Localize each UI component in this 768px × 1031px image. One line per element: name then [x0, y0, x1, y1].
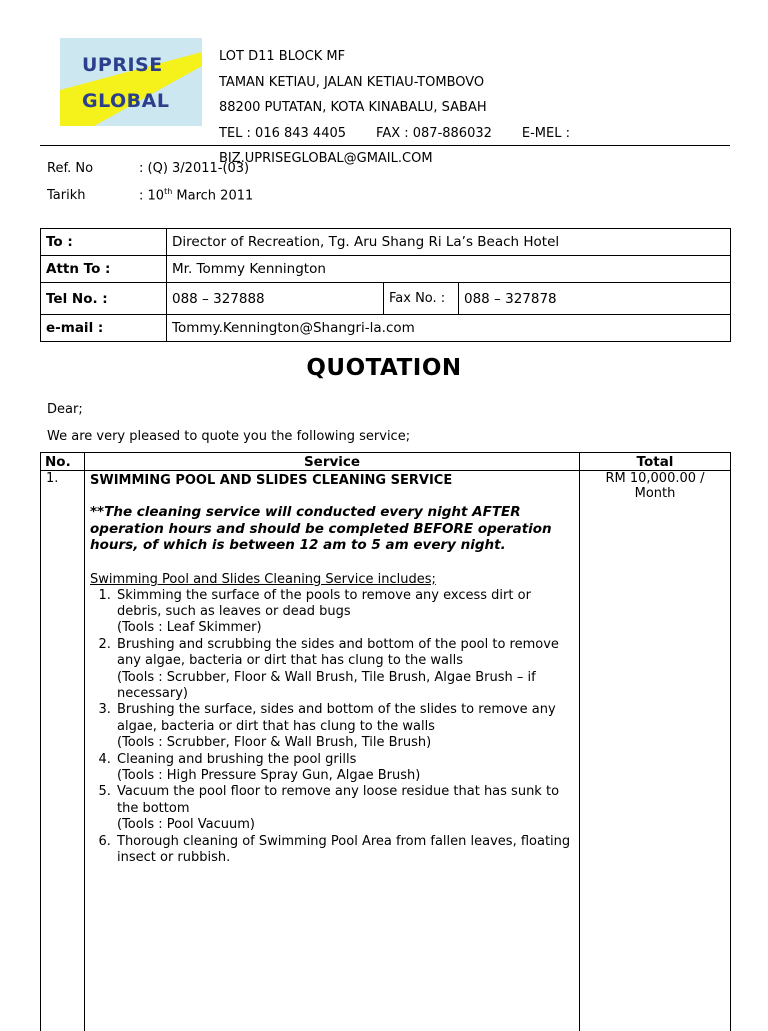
company-email: BIZ.UPRISEGLOBAL@GMAIL.COM [219, 146, 570, 172]
header-divider [40, 145, 730, 146]
recipient-email-row [41, 315, 731, 342]
recipient-attn-row [41, 256, 731, 283]
includes-heading: Swimming Pool and Slides Cleaning Service includes; [90, 572, 574, 588]
date-prefix: : 10 [139, 188, 164, 203]
attn-label: Attn To : [41, 256, 167, 283]
address-line-3: 88200 PUTATAN, KOTA KINABALU, SABAH [219, 95, 570, 121]
address-line-1: LOT D11 BLOCK MF [219, 44, 570, 70]
ref-label: Ref. No [47, 161, 139, 176]
document-title: QUOTATION [0, 355, 768, 381]
to-label: To : [41, 229, 167, 256]
company-tel: TEL : 016 843 4405 [219, 126, 346, 141]
company-address-block [219, 44, 570, 172]
address-line-2: TAMAN KETIAU, JALAN KETIAU-TOMBOVO [219, 70, 570, 96]
header-no: No. [41, 453, 85, 471]
list-item: 2. Brushing and scrubbing the sides and bottom of the pool to remove any algae, bacteria or dirt that has clung to the walls (Tools : Scrubber, Floor & Wall Brush, Tile Brush, Algae Brush – if necessary) [115, 637, 574, 703]
includes-list [90, 588, 574, 867]
service-note: **The cleaning service will conducted every night AFTER operation hours and should be completed BEFORE operation hours, of which is between 12 am to 5 am every night. [90, 504, 574, 554]
company-logo [60, 38, 202, 126]
recipient-tel-row [41, 283, 731, 315]
email-label: e-mail : [41, 315, 167, 342]
list-item: 4. Cleaning and brushing the pool grills (Tools : High Pressure Spray Gun, Algae Brush) [115, 752, 574, 785]
ref-value: : (Q) 3/2011-(03) [139, 161, 249, 176]
tel-label: Tel No. : [41, 283, 167, 315]
fax-value: 088 – 327878 [459, 283, 731, 315]
list-item: 1. Skimming the surface of the pools to remove any excess dirt or debris, such as leaves or dead bugs (Tools : Leaf Skimmer) [115, 588, 574, 637]
list-item: 3. Brushing the surface, sides and bottom of the slides to remove any algae, bacteria or dirt that has clung to the walls (Tools : Scrubber, Floor & Wall Brush, Tile Brush) [115, 702, 574, 751]
header-service: Service [85, 453, 580, 471]
email-value: Tommy.Kennington@Shangri-la.com [167, 315, 731, 342]
row-total: RM 10,000.00 / Month [580, 471, 731, 1031]
to-value: Director of Recreation, Tg. Aru Shang Ri La’s Beach Hotel [167, 229, 731, 256]
service-table-header [41, 453, 731, 471]
service-title: SWIMMING POOL AND SLIDES CLEANING SERVICE [90, 473, 574, 488]
company-fax: FAX : 087-886032 [376, 126, 492, 141]
ref-row [47, 161, 249, 176]
date-row [47, 187, 253, 203]
service-table [40, 452, 731, 1031]
header-total: Total [580, 453, 731, 471]
logo-swoosh [60, 38, 202, 126]
item-tools: (Tools : Leaf Skimmer) [117, 620, 574, 636]
company-email-label: E-MEL : [522, 126, 570, 141]
row-no: 1. [41, 471, 85, 1031]
greeting: Dear; [47, 402, 83, 417]
row-service [85, 471, 580, 1031]
attn-value: Mr. Tommy Kennington [167, 256, 731, 283]
date-label: Tarikh [47, 188, 139, 203]
date-suffix: th [164, 187, 172, 196]
fax-label: Fax No. : [384, 283, 459, 315]
tel-value: 088 – 327888 [167, 283, 384, 315]
logo-text-line2: GLOBAL [82, 90, 169, 112]
table-row [41, 471, 731, 1031]
contact-line [219, 121, 570, 147]
list-item: 6. Thorough cleaning of Swimming Pool Area from fallen leaves, floating insect or rubbish. [115, 834, 574, 867]
item-tools: (Tools : Scrubber, Floor & Wall Brush, Tile Brush, Algae Brush – if necessary) [117, 670, 574, 703]
logo-text-line1: UPRISE [82, 54, 163, 76]
item-tools: (Tools : High Pressure Spray Gun, Algae Brush) [117, 768, 574, 784]
item-tools: (Tools : Scrubber, Floor & Wall Brush, Tile Brush) [117, 735, 574, 751]
recipient-to-row [41, 229, 731, 256]
recipient-table [40, 228, 731, 342]
intro-text: We are very pleased to quote you the following service; [47, 429, 410, 444]
list-item: 5. Vacuum the pool floor to remove any loose residue that has sunk to the bottom (Tools : Pool Vacuum) [115, 784, 574, 833]
date-rest: March 2011 [172, 188, 253, 203]
item-tools: (Tools : Pool Vacuum) [117, 817, 574, 833]
